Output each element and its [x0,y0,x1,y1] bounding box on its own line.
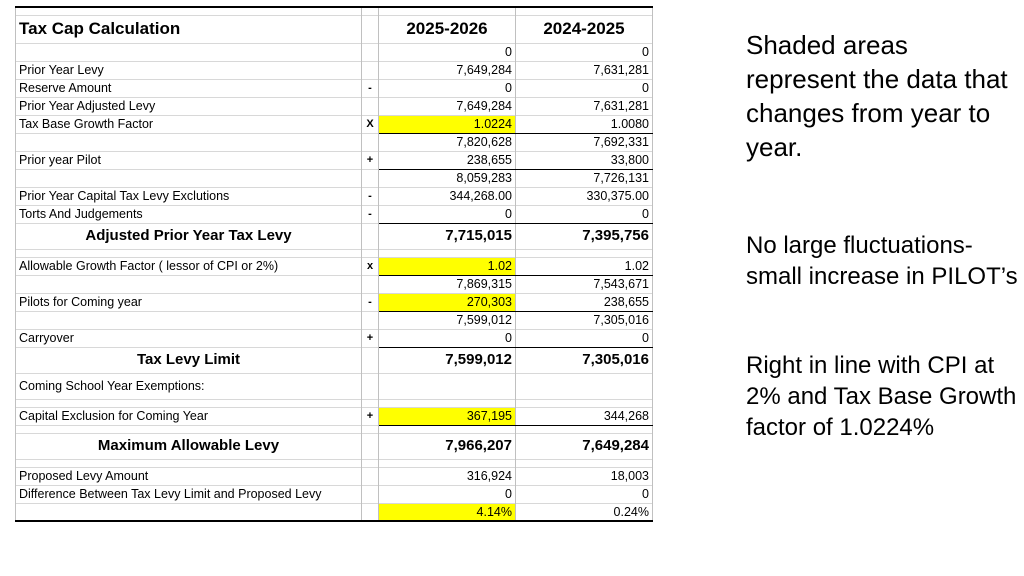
note-shaded-areas: Shaded areas represent the data that changes from year to year. [746,30,1008,162]
table-row: Difference Between Tax Levy Limit and Proposed Levy 0 0 [16,485,653,503]
col-header-2025-2026: 2025-2026 [379,15,516,43]
table-row: 8,059,283 7,726,131 [16,169,653,187]
highlighted-cell: 1.0224 [379,115,516,133]
adjusted-prior-year-levy-row: Adjusted Prior Year Tax Levy 7,715,015 7,395,756 [16,223,653,249]
table-row: Coming School Year Exemptions: [16,373,653,399]
header-row [16,15,653,43]
table-row: Allowable Growth Factor ( lessor of CPI or 2%) x 1.02 1.02 [16,257,653,275]
spacer-row [16,399,653,407]
highlighted-cell: 4.14% [379,503,516,521]
col-header-2024-2025: 2024-2025 [516,15,653,43]
table-title: Tax Cap Calculation [16,15,362,43]
table-row: Prior Year Capital Tax Levy Exclutions - 344,268.00 330,375.00 [16,187,653,205]
highlighted-cell: 367,195 [379,407,516,425]
tax-cap-spreadsheet [15,6,653,522]
highlighted-cell: 1.02 [379,257,516,275]
table-row: 7,599,012 7,305,016 [16,311,653,329]
table-row: Prior Year Adjusted Levy 7,649,284 7,631,281 [16,97,653,115]
note-fluctuations: No large fluctuations- small increase in PILOT’s [746,232,1018,290]
note-cpi: Right in line with CPI at 2% and Tax Base Growth factor of 1.0224% [746,352,1017,441]
table-row: Torts And Judgements - 0 0 [16,205,653,223]
table-row: 7,820,628 7,692,331 [16,133,653,151]
spacer-row [16,425,653,433]
table-row: Proposed Levy Amount 316,924 18,003 [16,467,653,485]
table-row: Reserve Amount - 0 0 [16,79,653,97]
table-row: 4.14% 0.24% [16,503,653,521]
table-row: Carryover + 0 0 [16,329,653,347]
table-row: Prior Year Levy 7,649,284 7,631,281 [16,61,653,79]
spacer-row [16,7,653,15]
spacer-row [16,459,653,467]
table-row: Pilots for Coming year - 270,303 238,655 [16,293,653,311]
table-row: Tax Base Growth Factor X 1.0224 1.0080 [16,115,653,133]
table-row: 0 0 [16,43,653,61]
table-row: Prior year Pilot + 238,655 33,800 [16,151,653,169]
tax-levy-limit-row: Tax Levy Limit 7,599,012 7,305,016 [16,347,653,373]
spacer-row [16,249,653,257]
highlighted-cell: 270,303 [379,293,516,311]
maximum-allowable-levy-row: Maximum Allowable Levy 7,966,207 7,649,284 [16,433,653,459]
table-row: Capital Exclusion for Coming Year + 367,195 344,268 [16,407,653,425]
table-row: 7,869,315 7,543,671 [16,275,653,293]
